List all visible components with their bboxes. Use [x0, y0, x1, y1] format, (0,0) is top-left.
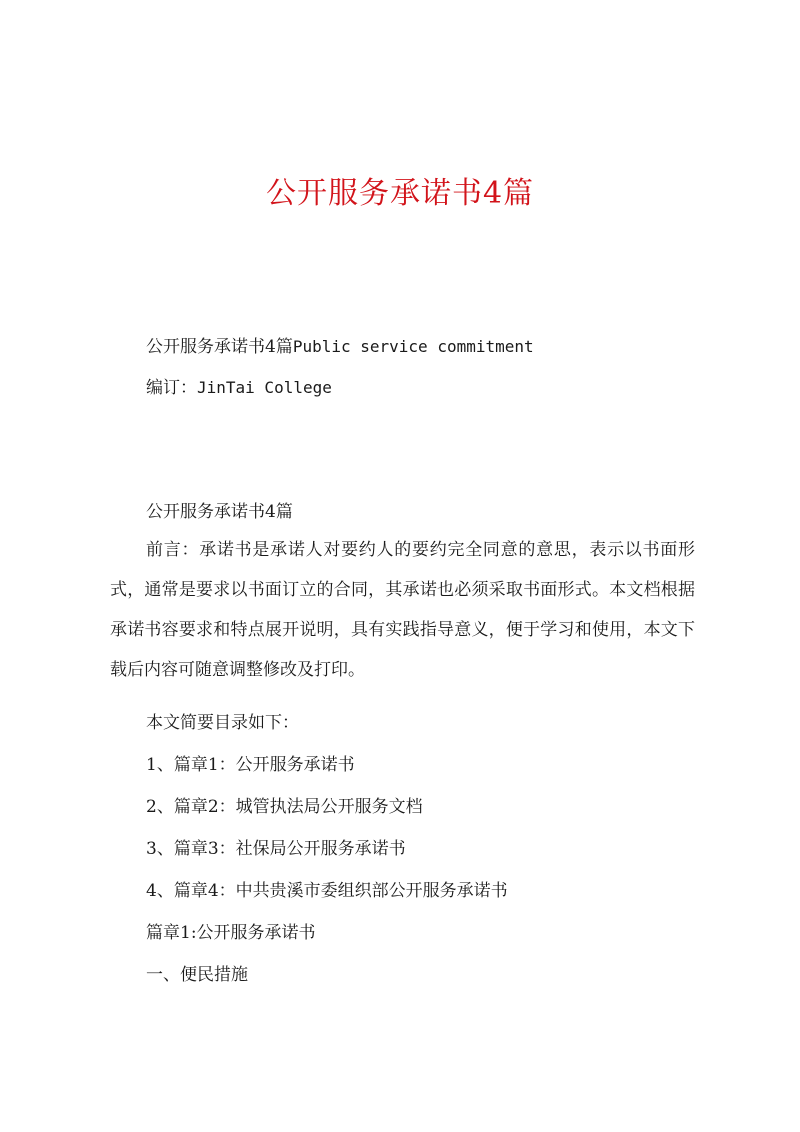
subtitle-en: Public service commitment [292, 337, 534, 356]
preface-paragraph: 前言：承诺书是承诺人对要约人的要约完全同意的意思，表示以书面形式，通常是要求以书面订立的合同，其承诺也必须采取书面形式。本文档根据承诺书容要求和特点展开说明，具有实践指导意义，便于学习和使用，本文下载后内容可随意调整修改及打印。 [110, 540, 695, 680]
editor-name: JinTai College [197, 378, 332, 397]
editor-label: 编订： [146, 378, 197, 398]
subtitle-cn: 公开服务承诺书4篇 [146, 337, 293, 357]
toc-item-3: 3、篇章3：社保局公开服务承诺书 [146, 839, 406, 859]
subtitle-line [146, 332, 534, 357]
chapter1-heading: 篇章1:公开服务承诺书 [146, 923, 316, 943]
toc-item-2: 2、篇章2：城管执法局公开服务文档 [146, 797, 423, 817]
section1-heading: 一、便民措施 [146, 965, 248, 985]
editor-line [146, 373, 332, 398]
document-title: 公开服务承诺书4篇 [265, 176, 535, 211]
toc-item-4: 4、篇章4：中共贵溪市委组织部公开服务承诺书 [146, 881, 508, 901]
toc-item-1: 1、篇章1：公开服务承诺书 [146, 755, 355, 775]
section-heading: 公开服务承诺书4篇 [146, 502, 293, 522]
toc-intro: 本文简要目录如下： [146, 713, 299, 733]
